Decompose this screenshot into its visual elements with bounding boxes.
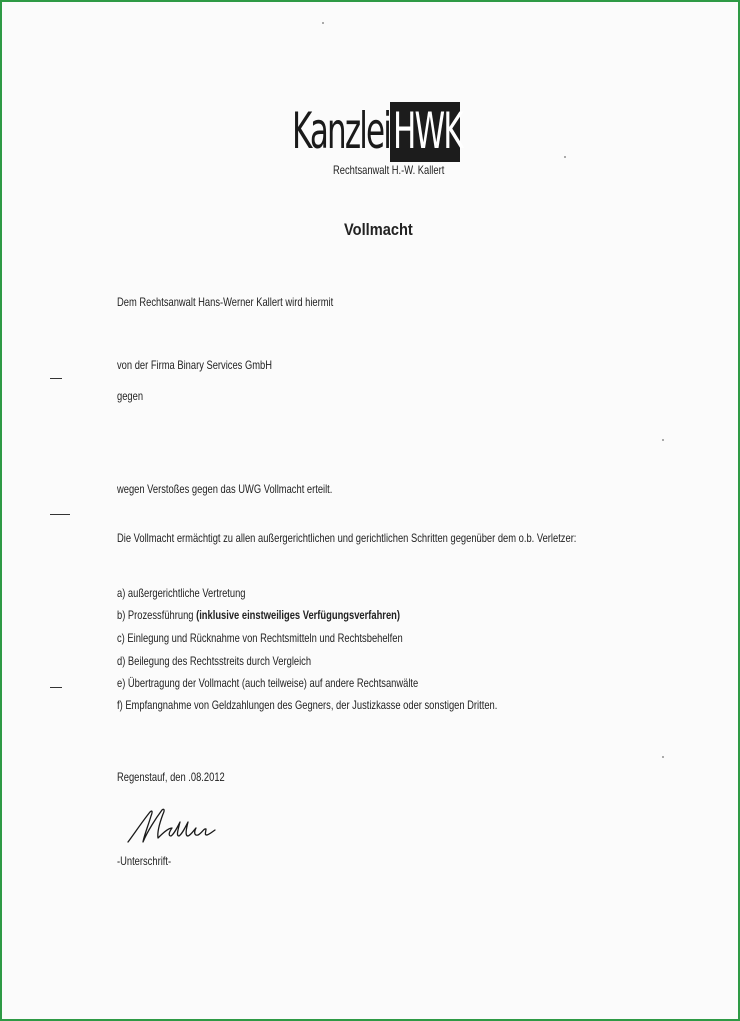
list-item-e: e) Übertragung der Vollmacht (auch teilweise) auf andere Rechtsanwälte bbox=[117, 676, 419, 690]
list-item-c: c) Einlegung und Rücknahme von Rechtsmitteln und Rechtsbehelfen bbox=[117, 631, 403, 645]
punch-mark bbox=[50, 514, 70, 515]
scan-speck bbox=[322, 22, 324, 24]
against-line: gegen bbox=[117, 389, 144, 403]
logo-box-text: HWK bbox=[393, 102, 462, 160]
scan-speck bbox=[564, 156, 566, 158]
logo-subtitle: Rechtsanwalt H.-W. Kallert bbox=[333, 163, 445, 177]
list-item-b-bold: (inklusive einstweiliges Verfügungsverfahren) bbox=[196, 608, 400, 622]
reason-line: wegen Verstoßes gegen das UWG Vollmacht erteilt. bbox=[117, 482, 333, 496]
place-date: Regenstauf, den .08.2012 bbox=[117, 770, 225, 784]
intro-line: Dem Rechtsanwalt Hans-Werner Kallert wird hiermit bbox=[117, 295, 334, 309]
logo-word: Kanzlei bbox=[292, 102, 390, 160]
list-item-b-text: b) Prozessführung bbox=[117, 608, 197, 622]
scan-speck bbox=[662, 439, 664, 441]
document-title: Vollmacht bbox=[344, 220, 413, 239]
principal-line: von der Firma Binary Services GmbH bbox=[117, 358, 273, 372]
handwritten-signature bbox=[122, 802, 232, 852]
signature-label: -Unterschrift- bbox=[117, 854, 172, 868]
fold-mark bbox=[50, 378, 62, 379]
list-item-d: d) Beilegung des Rechtsstreits durch Vergleich bbox=[117, 654, 312, 668]
list-item-f: f) Empfangnahme von Geldzahlungen des Gegners, der Justizkasse oder sonstigen Dritten. bbox=[117, 698, 498, 712]
list-item-b bbox=[117, 608, 400, 622]
logo-box bbox=[390, 102, 460, 162]
scan-speck bbox=[662, 756, 664, 758]
fold-mark bbox=[50, 687, 62, 688]
scope-line: Die Vollmacht ermächtigt zu allen außergerichtlichen und gerichtlichen Schritten gegenüber dem o.b. Verletzer: bbox=[117, 531, 577, 545]
list-item-a: a) außergerichtliche Vertretung bbox=[117, 586, 246, 600]
